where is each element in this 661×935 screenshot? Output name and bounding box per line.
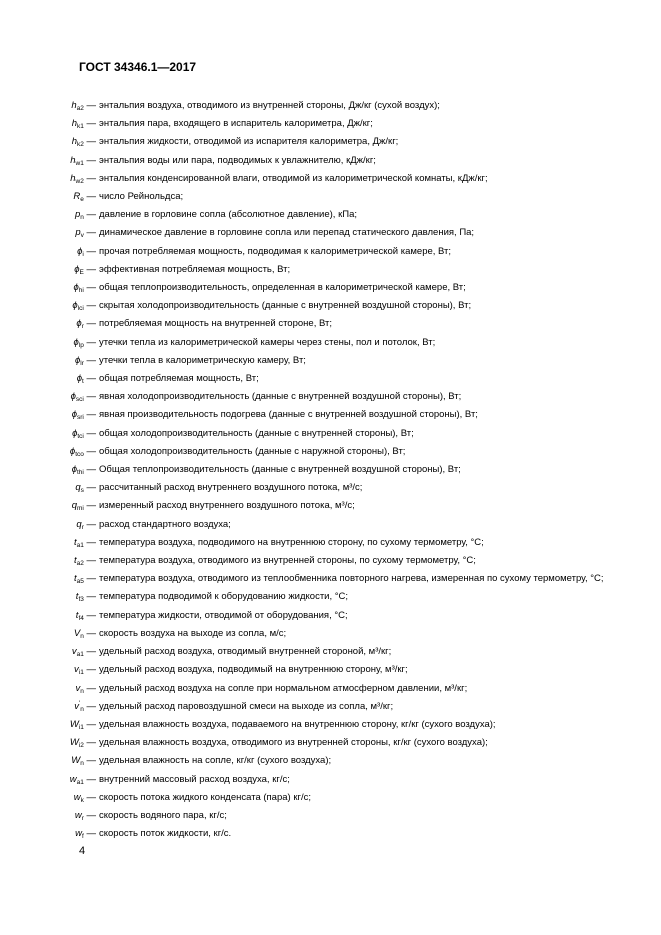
em-dash: — bbox=[83, 718, 96, 730]
symbol-entry bbox=[60, 661, 610, 679]
symbol bbox=[60, 406, 96, 424]
symbol-subscript: v bbox=[80, 232, 84, 240]
symbol-letter: q bbox=[71, 500, 77, 512]
symbol-entry bbox=[60, 170, 610, 188]
symbol-letter: ϕ bbox=[69, 445, 76, 457]
symbol-subscript: i2 bbox=[78, 742, 84, 750]
em-dash: — bbox=[83, 464, 96, 476]
em-dash: — bbox=[83, 609, 96, 621]
symbol-subscript: tci bbox=[77, 432, 84, 440]
symbol-entry bbox=[60, 97, 610, 115]
symbol bbox=[60, 680, 96, 698]
em-dash: — bbox=[83, 409, 96, 421]
symbol-description: Общая теплопроизводительность (данные с внутренней воздушной стороны), Вт; bbox=[99, 464, 461, 476]
symbol-subscript: mi bbox=[77, 505, 84, 513]
symbol-description: температура воздуха, отводимого из теплообменника повторного нагрева, измеренная по сухому термометру, °С; bbox=[99, 573, 604, 585]
symbol-letter: ϕ bbox=[74, 354, 81, 366]
symbol bbox=[60, 643, 96, 661]
symbol-subscript: s bbox=[80, 487, 84, 495]
symbol-description: эффективная потребляемая мощность, Вт; bbox=[99, 263, 291, 275]
symbol-letter: h bbox=[70, 154, 76, 166]
symbol-entry bbox=[60, 643, 610, 661]
symbol bbox=[60, 607, 96, 625]
symbol bbox=[60, 789, 96, 807]
em-dash: — bbox=[83, 773, 96, 785]
em-dash: — bbox=[83, 482, 96, 494]
em-dash: — bbox=[83, 791, 96, 803]
symbol-description: общая теплопроизводительность, определенная в калориметрической камере, Вт; bbox=[99, 282, 466, 294]
symbol-letter: ϕ bbox=[77, 245, 83, 257]
symbol-description: удельный расход воздуха на сопле при нормальном атмосферном давлении, м³/кг; bbox=[99, 682, 468, 694]
em-dash: — bbox=[83, 828, 96, 840]
em-dash: — bbox=[83, 737, 96, 749]
symbol-entry bbox=[60, 734, 610, 752]
symbol-letter: ϕ bbox=[74, 263, 80, 275]
symbol-letter: q bbox=[76, 518, 82, 530]
symbol-letter: t bbox=[75, 609, 79, 621]
symbol-letter: w bbox=[74, 809, 82, 821]
em-dash: — bbox=[83, 664, 96, 676]
symbol-entry bbox=[60, 279, 610, 297]
symbol-subscript: i bbox=[82, 250, 84, 258]
symbol bbox=[60, 115, 96, 133]
symbol-letter: t bbox=[73, 573, 77, 585]
symbol-description: температура воздуха, отводимого из внутренней стороны, по сухому термометру, °С; bbox=[99, 555, 476, 567]
symbol-entry bbox=[60, 497, 610, 515]
symbol bbox=[60, 534, 96, 552]
symbol-subscript: k bbox=[80, 796, 84, 804]
symbol-letter: ϕ bbox=[73, 282, 79, 294]
em-dash: — bbox=[83, 500, 96, 512]
symbol-subscript: f3 bbox=[78, 596, 84, 604]
symbol-list bbox=[60, 97, 610, 843]
symbol-subscript: n bbox=[80, 632, 84, 640]
symbol-entry bbox=[60, 461, 610, 479]
symbol-description: скорость водяного пара, кг/с; bbox=[99, 809, 227, 821]
symbol-description: явная холодопроизводительность (данные с внутренней воздушной стороны), Вт; bbox=[99, 391, 462, 403]
symbol-letter: v bbox=[75, 682, 81, 694]
symbol-letter: q bbox=[75, 482, 81, 494]
em-dash: — bbox=[83, 700, 96, 712]
em-dash: — bbox=[83, 573, 96, 585]
symbol-entry bbox=[60, 206, 610, 224]
symbol-subscript: E bbox=[79, 268, 84, 276]
symbol bbox=[60, 297, 96, 315]
symbol-letter: ϕ bbox=[70, 391, 76, 403]
symbol-letter: w bbox=[69, 773, 77, 785]
em-dash: — bbox=[83, 354, 96, 366]
symbol bbox=[60, 334, 96, 352]
em-dash: — bbox=[83, 591, 96, 603]
symbol-entry bbox=[60, 443, 610, 461]
em-dash: — bbox=[83, 518, 96, 530]
symbol bbox=[60, 771, 96, 789]
symbol-letter: W bbox=[69, 718, 79, 730]
symbol-entry bbox=[60, 570, 610, 588]
em-dash: — bbox=[83, 154, 96, 166]
symbol-description: энтальпия жидкости, отводимой из испарителя калориметра, Дж/кг; bbox=[99, 136, 399, 148]
symbol-superscript: ' bbox=[78, 699, 81, 707]
em-dash: — bbox=[83, 427, 96, 439]
em-dash: — bbox=[83, 118, 96, 130]
em-dash: — bbox=[83, 282, 96, 294]
symbol-subscript: lr bbox=[80, 359, 84, 367]
symbol bbox=[60, 261, 96, 279]
symbol-subscript: a1 bbox=[76, 651, 84, 659]
symbol-subscript: k1 bbox=[76, 123, 84, 131]
symbol-subscript: lci bbox=[77, 305, 84, 313]
symbol-description: удельная влажность воздуха, отводимого из внутренней стороны, кг/кг (сухого воздуха); bbox=[99, 737, 488, 749]
em-dash: — bbox=[83, 373, 96, 385]
symbol-entry bbox=[60, 716, 610, 734]
symbol bbox=[60, 807, 96, 825]
symbol-subscript: k2 bbox=[76, 141, 84, 149]
symbol-letter: h bbox=[71, 118, 77, 130]
symbol bbox=[60, 497, 96, 515]
symbol-entry bbox=[60, 334, 610, 352]
symbol-subscript: n bbox=[80, 760, 84, 768]
em-dash: — bbox=[83, 391, 96, 403]
symbol bbox=[60, 461, 96, 479]
symbol-letter: ϕ bbox=[76, 373, 83, 385]
symbol-entry bbox=[60, 588, 610, 606]
symbol-subscript: r bbox=[81, 523, 84, 531]
symbol-description: температура воздуха, подводимого на внутреннюю сторону, по сухому термометру, °С; bbox=[99, 536, 484, 548]
symbol-description: энтальпия пара, входящего в испаритель калориметра, Дж/кг; bbox=[99, 118, 373, 130]
symbol-entry bbox=[60, 115, 610, 133]
symbol-entry bbox=[60, 406, 610, 424]
symbol-subscript: r bbox=[81, 814, 84, 822]
symbol-letter: t bbox=[75, 591, 79, 603]
symbol-description: энтальпия воды или пара, подводимых к увлажнителю, кДж/кг; bbox=[99, 154, 376, 166]
symbol-letter: ϕ bbox=[73, 336, 79, 348]
em-dash: — bbox=[83, 209, 96, 221]
symbol-description: температура подводимой к оборудованию жидкости, °С; bbox=[99, 591, 349, 603]
symbol-letter: W bbox=[69, 737, 79, 749]
symbol bbox=[60, 224, 96, 242]
symbol-letter: w bbox=[75, 828, 83, 840]
symbol bbox=[60, 552, 96, 570]
symbol-letter: p bbox=[75, 227, 81, 239]
symbol-subscript: lp bbox=[78, 341, 84, 349]
em-dash: — bbox=[83, 445, 96, 457]
symbol-description: удельная влажность на сопле, кг/кг (сухого воздуха); bbox=[99, 755, 332, 767]
symbol bbox=[60, 97, 96, 115]
symbol bbox=[60, 279, 96, 297]
symbol bbox=[60, 570, 96, 588]
symbol-entry bbox=[60, 534, 610, 552]
em-dash: — bbox=[83, 136, 96, 148]
symbol-entry bbox=[60, 133, 610, 151]
symbol bbox=[60, 370, 96, 388]
symbol-letter: t bbox=[73, 555, 77, 567]
symbol-subscript: a2 bbox=[76, 560, 84, 568]
symbol-entry bbox=[60, 625, 610, 643]
symbol-entry bbox=[60, 243, 610, 261]
em-dash: — bbox=[83, 263, 96, 275]
symbol-entry bbox=[60, 771, 610, 789]
symbol-description: динамическое давление в горловине сопла или перепад статического давления, Па; bbox=[99, 227, 475, 239]
em-dash: — bbox=[83, 227, 96, 239]
symbol bbox=[60, 716, 96, 734]
symbol-entry bbox=[60, 188, 610, 206]
symbol-subscript: sri bbox=[77, 414, 84, 422]
em-dash: — bbox=[83, 646, 96, 658]
symbol bbox=[60, 825, 96, 843]
symbol-entry bbox=[60, 297, 610, 315]
symbol bbox=[60, 170, 96, 188]
em-dash: — bbox=[83, 245, 96, 257]
symbol bbox=[60, 352, 96, 370]
symbol-description: число Рейнольдса; bbox=[99, 191, 184, 203]
symbol-letter: h bbox=[70, 172, 76, 184]
symbol bbox=[60, 315, 96, 333]
symbol-subscript: i1 bbox=[78, 723, 84, 731]
symbol-description: скрытая холодопроизводительность (данные с внутренней воздушной стороны), Вт; bbox=[99, 300, 472, 312]
symbol-description: скорость воздуха на выходе из сопла, м/с; bbox=[99, 627, 287, 639]
symbol bbox=[60, 188, 96, 206]
symbol-subscript: e bbox=[80, 196, 84, 204]
symbol bbox=[60, 443, 96, 461]
symbol-subscript: w2 bbox=[75, 177, 84, 185]
symbol-subscript: a2 bbox=[76, 105, 84, 112]
symbol-entry bbox=[60, 825, 610, 843]
symbol-description: прочая потребляемая мощность, подводимая к калориметрической камере, Вт; bbox=[99, 245, 452, 257]
page-number: 4 bbox=[79, 845, 86, 857]
symbol-letter: w bbox=[73, 791, 81, 803]
symbol bbox=[60, 588, 96, 606]
symbol-description: температура жидкости, отводимой от оборудования, °С; bbox=[99, 609, 348, 621]
symbol-description: внутренний массовый расход воздуха, кг/с; bbox=[99, 773, 290, 785]
symbol-letter: ϕ bbox=[71, 464, 77, 476]
symbol-subscript: r bbox=[81, 323, 84, 331]
symbol-letter: v bbox=[74, 664, 79, 676]
symbol-subscript: n bbox=[80, 687, 84, 695]
symbol-entry bbox=[60, 425, 610, 443]
symbol bbox=[60, 206, 96, 224]
symbol-subscript: thi bbox=[76, 469, 84, 477]
symbol bbox=[60, 388, 96, 406]
em-dash: — bbox=[83, 191, 96, 203]
symbol-subscript: hi bbox=[78, 287, 84, 295]
symbol bbox=[60, 425, 96, 443]
symbol-subscript: tco bbox=[75, 450, 84, 458]
symbol-subscript: sci bbox=[75, 396, 84, 404]
symbol-letter: ϕ bbox=[71, 409, 77, 421]
symbol-description: потребляемая мощность на внутренней стороне, Вт; bbox=[99, 318, 332, 330]
symbol-description: общая потребляемая мощность, Вт; bbox=[99, 373, 259, 385]
em-dash: — bbox=[83, 809, 96, 821]
symbol-description: расход стандартного воздуха; bbox=[99, 518, 231, 530]
symbol bbox=[60, 152, 96, 170]
document-header: ГОСТ 34346.1—2017 bbox=[79, 60, 197, 74]
em-dash: — bbox=[83, 555, 96, 567]
symbol-letter: W bbox=[71, 755, 81, 767]
symbol bbox=[60, 133, 96, 151]
symbol-entry bbox=[60, 224, 610, 242]
em-dash: — bbox=[83, 336, 96, 348]
symbol-letter: ϕ bbox=[72, 427, 78, 439]
symbol-letter: ϕ bbox=[72, 300, 78, 312]
em-dash: — bbox=[83, 755, 96, 767]
symbol-entry bbox=[60, 552, 610, 570]
symbol-description: общая холодопроизводительность (данные с внутренней стороны), Вт; bbox=[99, 427, 414, 439]
symbol-entry bbox=[60, 789, 610, 807]
symbol-description: утечки тепла в калориметрическую камеру, Вт; bbox=[99, 354, 306, 366]
symbol-description: энтальпия воздуха, отводимого из внутренней стороны, Дж/кг (сухой воздух); bbox=[99, 100, 440, 111]
symbol-description: удельный расход воздуха, подводимый на внутреннюю сторону, м³/кг; bbox=[99, 664, 408, 676]
symbol-entry bbox=[60, 152, 610, 170]
symbol-description: утечки тепла из калориметрической камеры через стены, пол и потолок, Вт; bbox=[99, 336, 436, 348]
em-dash: — bbox=[83, 300, 96, 312]
symbol bbox=[60, 243, 96, 261]
symbol-subscript: i1 bbox=[78, 669, 84, 677]
symbol-description: измеренный расход внутреннего воздушного потока, м³/с; bbox=[99, 500, 355, 512]
symbol-entry bbox=[60, 352, 610, 370]
em-dash: — bbox=[83, 100, 96, 111]
symbol-entry bbox=[60, 680, 610, 698]
symbol-subscript: n bbox=[80, 214, 84, 222]
symbol-letter: h bbox=[71, 136, 77, 148]
symbol-subscript: w1 bbox=[75, 159, 84, 167]
em-dash: — bbox=[83, 172, 96, 184]
symbol-description: явная производительность подогрева (данные с внутренней воздушной стороны), Вт; bbox=[99, 409, 478, 421]
symbol-entry bbox=[60, 370, 610, 388]
symbol-description: энтальпия конденсированной влаги, отводимой из калориметрической комнаты, кДж/кг; bbox=[99, 172, 488, 184]
symbol bbox=[60, 479, 96, 497]
symbol-subscript: f4 bbox=[78, 614, 84, 622]
symbol-letter: v bbox=[74, 700, 79, 712]
symbol bbox=[60, 625, 96, 643]
symbol-description: удельная влажность воздуха, подаваемого на внутреннюю сторону, кг/кг (сухого воздуха); bbox=[99, 718, 496, 730]
symbol-subscript: a5 bbox=[76, 578, 84, 586]
symbol-entry bbox=[60, 698, 610, 716]
symbol bbox=[60, 661, 96, 679]
symbol-description: рассчитанный расход внутреннего воздушного потока, м³/с; bbox=[99, 482, 363, 494]
symbol-letter: V bbox=[73, 627, 81, 639]
symbol-entry bbox=[60, 479, 610, 497]
em-dash: — bbox=[83, 682, 96, 694]
em-dash: — bbox=[83, 318, 96, 330]
symbol-entry bbox=[60, 315, 610, 333]
symbol-letter: v bbox=[71, 646, 77, 658]
symbol-entry bbox=[60, 807, 610, 825]
symbol-letter: h bbox=[71, 100, 77, 111]
symbol-description: скорость потока жидкого конденсата (пара) кг/с; bbox=[99, 791, 311, 803]
symbol bbox=[60, 752, 96, 770]
symbol-description: скорость поток жидкости, кг/с. bbox=[99, 828, 232, 840]
symbol bbox=[60, 516, 96, 534]
em-dash: — bbox=[83, 536, 96, 548]
symbol-subscript: a1 bbox=[76, 778, 84, 786]
symbol-entry bbox=[60, 607, 610, 625]
symbol-description: удельный расход воздуха, отводимый внутренней стороной, м³/кг; bbox=[99, 646, 392, 658]
symbol-description: давление в горловине сопла (абсолютное давление), кПа; bbox=[99, 209, 357, 221]
symbol-subscript: t bbox=[82, 378, 84, 386]
symbol-entry bbox=[60, 752, 610, 770]
em-dash: — bbox=[83, 627, 96, 639]
symbol-letter: R bbox=[73, 191, 81, 203]
symbol-subscript: f bbox=[82, 833, 84, 841]
symbol-entry bbox=[60, 388, 610, 406]
symbol-subscript: n bbox=[80, 705, 84, 713]
symbol-letter: p bbox=[74, 209, 81, 221]
symbol-letter: ϕ bbox=[76, 318, 82, 330]
symbol-entry bbox=[60, 261, 610, 279]
symbol-description: общая холодопроизводительность (данные с наружной стороны), Вт; bbox=[99, 445, 406, 457]
symbol-letter: t bbox=[73, 536, 77, 548]
symbol-subscript: a1 bbox=[76, 541, 84, 549]
symbol-description: удельный расход паровоздушной смеси на выходе из сопла, м³/кг; bbox=[99, 700, 394, 712]
symbol bbox=[60, 734, 96, 752]
symbol-entry bbox=[60, 516, 610, 534]
symbol bbox=[60, 698, 96, 716]
